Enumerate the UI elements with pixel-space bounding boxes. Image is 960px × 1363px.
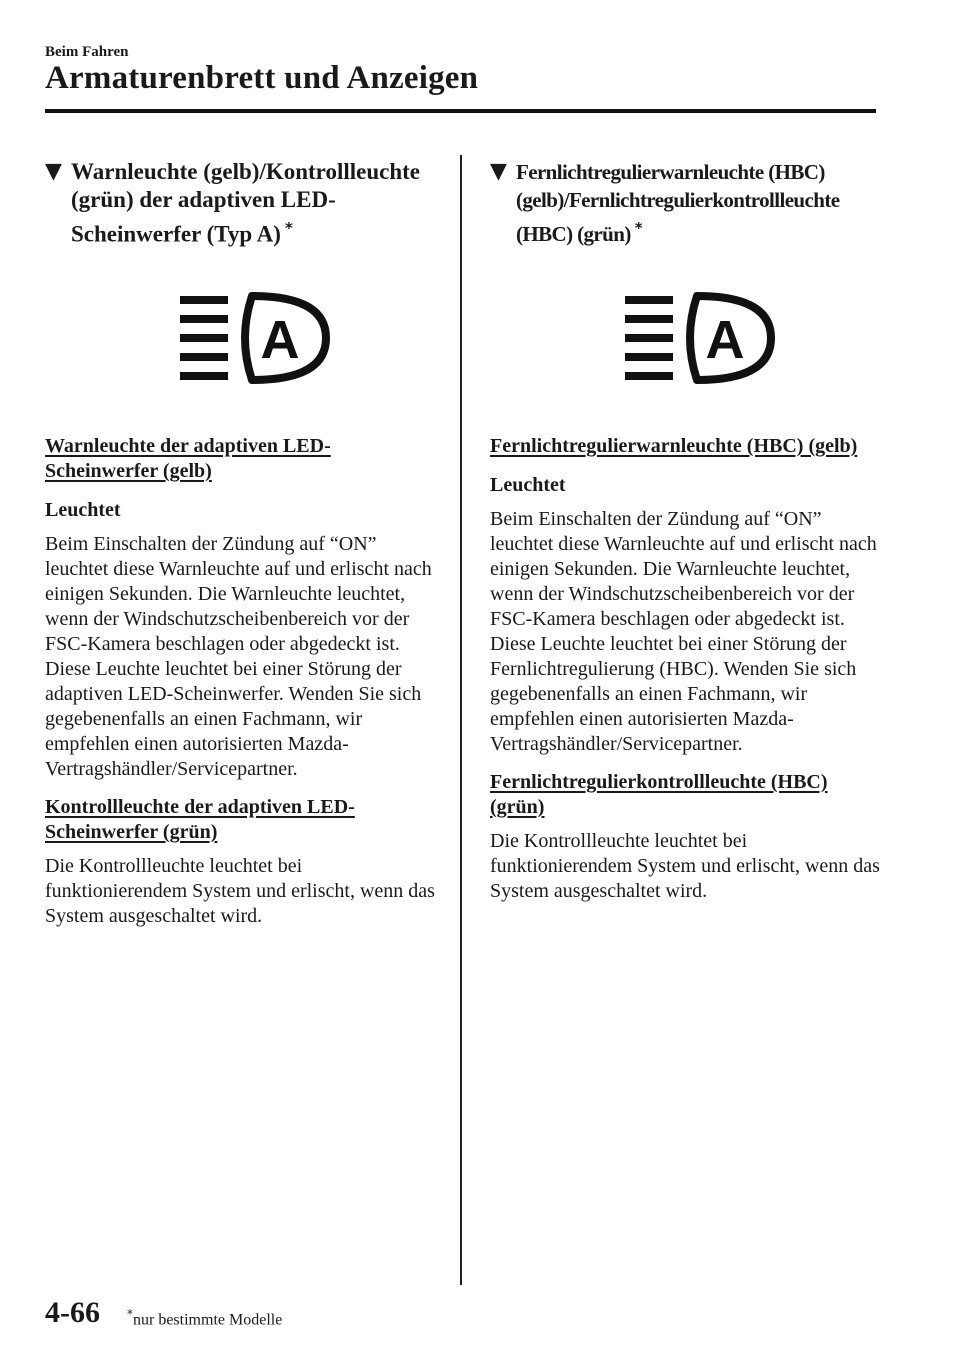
right-heading-text: Fernlichtregulierwarnleuchte (HBC) (gelb)/Fernlichtregulierkontrollleuchte (HBC) (grün) <box>516 160 840 246</box>
triangle-marker-icon: ▼ <box>490 159 507 184</box>
left-icon-letter: A <box>260 310 299 370</box>
left-subheading-warning: Warnleuchte der adaptiven LED-Scheinwerfer (gelb) <box>45 435 331 482</box>
left-heading-block <box>45 158 440 276</box>
right-subheading-indicator: Fernlichtregulierkontrollleuchte (HBC) (grün) <box>490 771 828 818</box>
column-divider <box>460 155 462 1285</box>
footer-note <box>127 1307 282 1329</box>
right-column <box>490 158 885 904</box>
left-subheading-indicator: Kontrollleuchte der adaptiven LED-Scheinwerfer (grün) <box>45 796 355 843</box>
left-label-lit: Leuchtet <box>45 499 121 521</box>
right-heading-block <box>490 158 885 276</box>
right-label-lit: Leuchtet <box>490 474 566 496</box>
left-paragraph-warning: Beim Einschalten der Zündung auf “ON” leuchtet diese Warnleuchte auf und erlischt nach einigen Sekunden. Die Warnleuchte leuchtet, wenn der Windschutzscheibenbereich vor der FSC-Kamera beschlagen oder abgedeckt ist. Diese Leuchte leuchtet bei einer Störung der adaptiven LED-Scheinwerfer. Wenden Sie sich gegebenenfalls an einen Fachmann, wir empfehlen einen autorisierten Mazda-Vertragshändler/Servicepartner. <box>45 533 432 780</box>
right-heading <box>516 158 885 248</box>
left-heading-text: Warnleuchte (gelb)/Kontrollleuchte (grün) der adaptiven LED-Scheinwerfer (Typ A) <box>71 159 421 247</box>
header-rule <box>45 109 876 113</box>
footer-note-text: nur bestimmte Modelle <box>133 1311 283 1329</box>
left-paragraph-indicator: Die Kontrollleuchte leuchtet bei funktionierendem System und erlischt, wenn das System ausgeschaltet wird. <box>45 855 435 927</box>
page-title: Armaturenbrett und Anzeigen <box>45 60 479 96</box>
right-heading-star: * <box>634 219 642 237</box>
right-subheading-warning: Fernlichtregulierwarnleuchte (HBC) (gelb) <box>490 435 858 457</box>
right-paragraph-warning: Beim Einschalten der Zündung auf “ON” leuchtet diese Warnleuchte auf und erlischt nach einigen Sekunden. Die Warnleuchte leuchtet, wenn der Windschutzscheibenbereich vor der FSC-Kamera beschlagen oder abgedeckt ist. Diese Leuchte leuchtet bei einer Störung der Fernlichtregulierung (HBC). Wenden Sie sich gegebenenfalls an einen Fachmann, wir empfehlen einen autorisierten Mazda-Vertragshändler/Servicepartner. <box>490 508 877 755</box>
left-heading <box>71 158 440 249</box>
page-number: 4-66 <box>45 1296 100 1329</box>
right-paragraph-indicator: Die Kontrollleuchte leuchtet bei funktionierendem System und erlischt, wenn das System ausgeschaltet wird. <box>490 830 880 902</box>
footer-star: * <box>127 1307 133 1321</box>
right-headlight-symbol <box>619 288 777 388</box>
left-headlight-symbol <box>174 288 332 388</box>
section-label: Beim Fahren <box>45 44 129 60</box>
triangle-marker-icon: ▼ <box>45 159 62 184</box>
right-icon-letter: A <box>705 310 744 370</box>
high-beam-control-icon <box>490 288 885 396</box>
adaptive-led-headlight-icon <box>45 288 440 396</box>
left-column <box>45 158 440 929</box>
left-heading-star: * <box>284 219 293 237</box>
